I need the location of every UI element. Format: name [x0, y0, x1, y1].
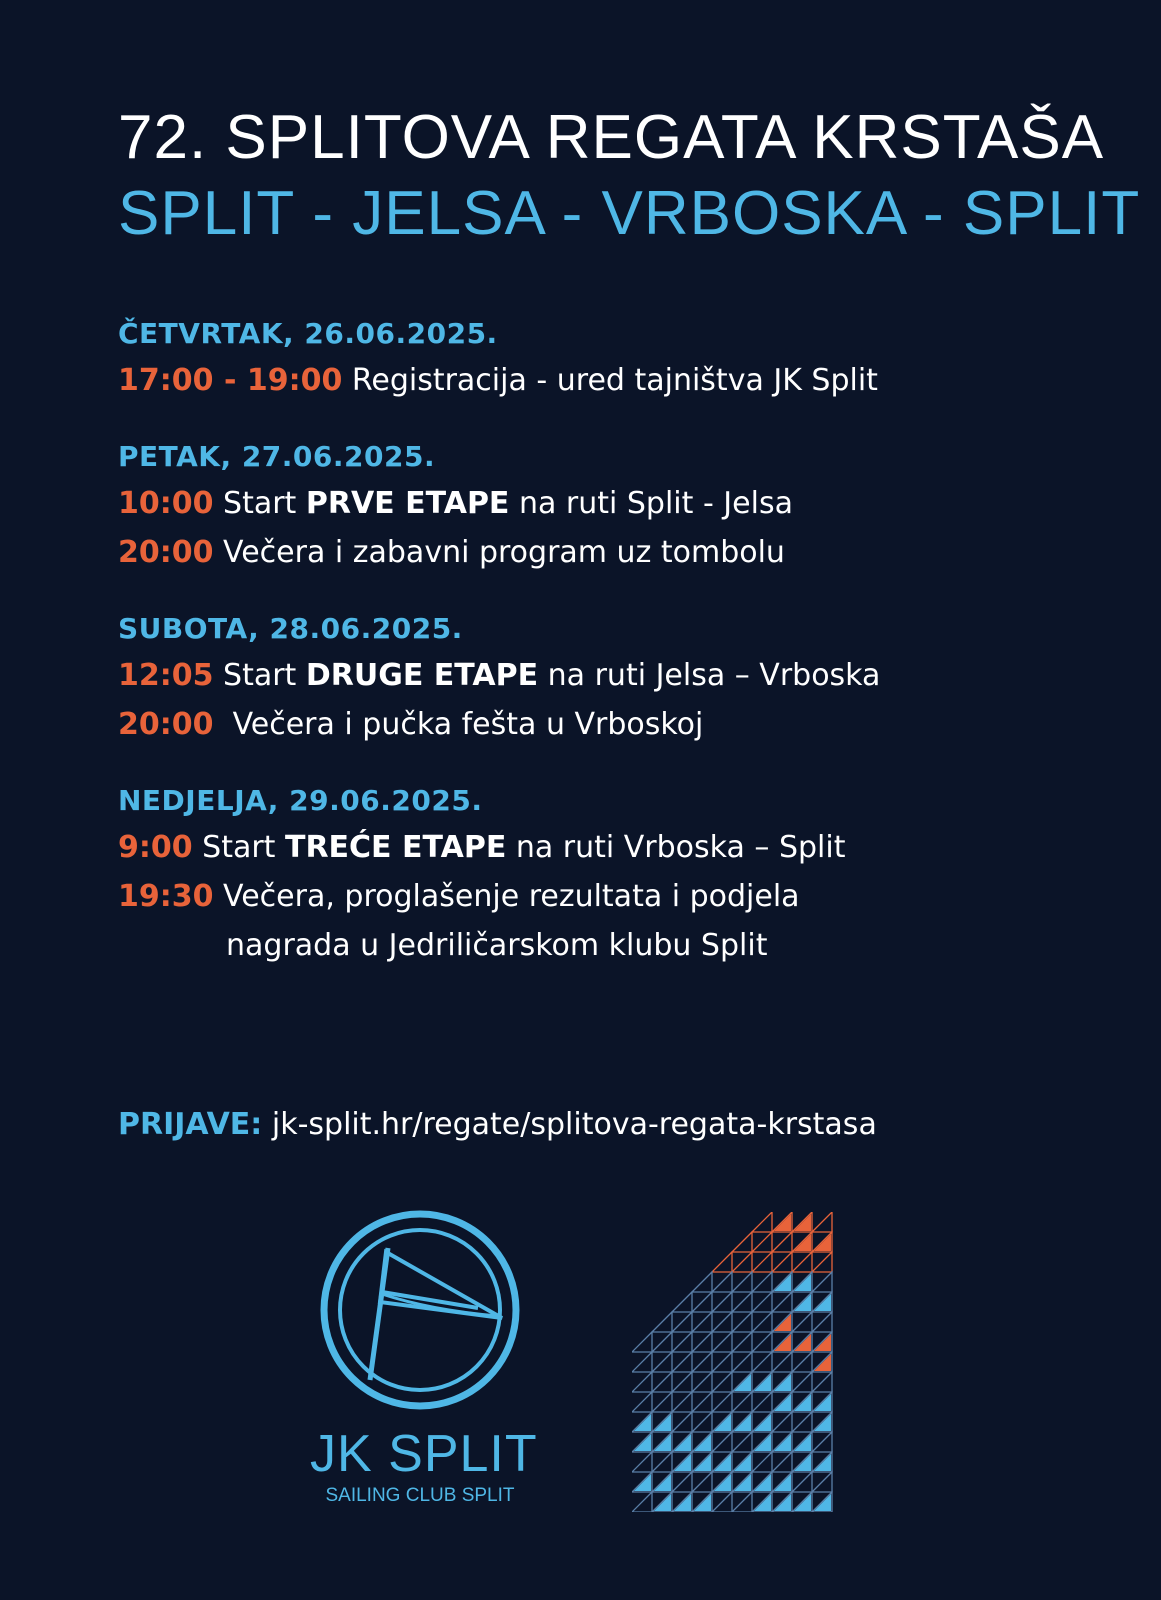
- pattern-cell: [732, 1272, 752, 1292]
- event-item: [118, 823, 1078, 872]
- pattern-cell: [672, 1472, 692, 1492]
- pattern-cell: [752, 1232, 772, 1252]
- pattern-triangle: [674, 1494, 691, 1511]
- pattern-cell: [812, 1272, 832, 1292]
- pattern-triangle: [654, 1474, 671, 1491]
- pattern-cell: [712, 1352, 732, 1372]
- pattern-cell: [672, 1292, 692, 1312]
- pattern-cell: [732, 1292, 752, 1312]
- pattern-cell: [812, 1252, 832, 1272]
- event-item: [118, 872, 1078, 970]
- pattern-cell: [752, 1312, 772, 1332]
- pattern-cell: [672, 1332, 692, 1352]
- event-time: 17:00 - 19:00: [118, 363, 343, 398]
- regatta-pattern-icon: [632, 1212, 842, 1512]
- pattern-cell: [752, 1352, 772, 1372]
- pattern-cell: [732, 1332, 752, 1352]
- pattern-cell: [672, 1372, 692, 1392]
- pattern-triangle: [814, 1334, 831, 1351]
- pattern-cell: [792, 1312, 812, 1332]
- pattern-cell: [752, 1392, 772, 1412]
- signup-link[interactable]: jk-split.hr/regate/splitova-regata-krstasa: [271, 1107, 877, 1142]
- club-name: JK SPLIT: [310, 1425, 538, 1483]
- pattern-triangle: [734, 1374, 751, 1391]
- day-thursday: [118, 312, 1078, 405]
- pattern-triangle: [774, 1394, 791, 1411]
- pattern-cell: [632, 1452, 652, 1472]
- event-text: Start: [192, 830, 285, 865]
- pattern-cell: [692, 1352, 712, 1372]
- pattern-cell: [692, 1412, 712, 1432]
- pattern-triangle: [774, 1334, 791, 1351]
- pattern-cell: [752, 1332, 772, 1352]
- pattern-triangle: [794, 1274, 811, 1291]
- event-route-text: na ruti Split - Jelsa: [509, 486, 793, 521]
- pattern-cell: [812, 1212, 832, 1232]
- event-route-text: na ruti Jelsa – Vrboska: [538, 658, 881, 693]
- pattern-cell: [772, 1352, 792, 1372]
- pattern-cell: [812, 1372, 832, 1392]
- pattern-cell: [712, 1492, 732, 1512]
- pattern-triangle: [814, 1494, 831, 1511]
- pattern-triangle: [774, 1274, 791, 1291]
- pattern-cell: [812, 1432, 832, 1452]
- event-title: 72. SPLITOVA REGATA KRSTAŠA: [118, 103, 1105, 172]
- event-item: [118, 479, 1078, 528]
- pattern-triangle: [814, 1394, 831, 1411]
- pattern-triangle: [774, 1374, 791, 1391]
- pattern-cell: [772, 1452, 792, 1472]
- pattern-triangle: [794, 1294, 811, 1311]
- event-time: 20:00: [118, 707, 214, 742]
- day-heading: SUBOTA, 28.06.2025.: [118, 612, 463, 645]
- pattern-cell: [732, 1392, 752, 1412]
- pattern-cell: [632, 1372, 652, 1392]
- pattern-cell: [712, 1332, 732, 1352]
- pattern-cell: [812, 1312, 832, 1332]
- pattern-cell: [712, 1432, 732, 1452]
- pattern-triangle: [794, 1454, 811, 1471]
- signup-label: PRIJAVE:: [118, 1107, 263, 1142]
- pattern-cell: [732, 1252, 752, 1272]
- event-item: [118, 356, 1078, 405]
- pattern-triangle: [814, 1354, 831, 1371]
- pattern-triangle: [754, 1374, 771, 1391]
- event-time: 9:00: [118, 830, 193, 865]
- pattern-cell: [692, 1292, 712, 1312]
- pattern-cell: [652, 1392, 672, 1412]
- pattern-triangle: [694, 1454, 711, 1471]
- pattern-cell: [712, 1272, 732, 1292]
- pattern-triangle: [774, 1494, 791, 1511]
- event-text: Večera, proglašenje rezultata i podjela: [213, 879, 800, 914]
- pattern-cell: [792, 1252, 812, 1272]
- pattern-cell: [632, 1352, 652, 1372]
- pattern-triangle: [674, 1434, 691, 1451]
- pattern-cell: [752, 1452, 772, 1472]
- pattern-triangle: [774, 1434, 791, 1451]
- pattern-cell: [752, 1292, 772, 1312]
- pattern-cell: [652, 1452, 672, 1472]
- pattern-triangle: [714, 1414, 731, 1431]
- pattern-cell: [692, 1372, 712, 1392]
- pattern-triangle: [674, 1454, 691, 1471]
- pattern-cell: [652, 1352, 672, 1372]
- pattern-cell: [732, 1312, 752, 1332]
- pattern-cell: [632, 1332, 652, 1352]
- pattern-triangle: [814, 1454, 831, 1471]
- signup-line: [118, 1102, 1078, 1148]
- pattern-triangle: [794, 1434, 811, 1451]
- club-tagline: SAILING CLUB SPLIT: [325, 1485, 515, 1506]
- event-text: Registracija - ured tajništva JK Split: [342, 363, 878, 398]
- day-sunday: [118, 779, 1078, 970]
- pattern-cell: [632, 1392, 652, 1412]
- pattern-triangle: [754, 1494, 771, 1511]
- pattern-triangle: [794, 1214, 811, 1231]
- event-text: Start: [213, 658, 306, 693]
- pattern-cell: [692, 1392, 712, 1412]
- event-route: SPLIT - JELSA - VRBOSKA - SPLIT: [118, 179, 1141, 248]
- pattern-cell: [772, 1252, 792, 1272]
- pattern-triangle: [734, 1414, 751, 1431]
- pattern-triangle: [634, 1414, 651, 1431]
- pattern-triangle: [794, 1234, 811, 1251]
- event-item: [118, 528, 1078, 577]
- day-friday: [118, 435, 1078, 577]
- pattern-triangle: [794, 1334, 811, 1351]
- pattern-cell: [772, 1292, 792, 1312]
- day-saturday: [118, 607, 1078, 749]
- event-stage: PRVE ETAPE: [305, 486, 510, 521]
- pattern-cell: [792, 1412, 812, 1432]
- event-item: [118, 700, 1078, 749]
- pattern-triangle: [774, 1314, 791, 1331]
- pattern-cell: [752, 1212, 772, 1232]
- pattern-cell: [652, 1312, 672, 1332]
- event-time: 19:30: [118, 879, 214, 914]
- pattern-cell: [632, 1492, 652, 1512]
- event-route-text: na ruti Vrboska – Split: [506, 830, 846, 865]
- pattern-cell: [692, 1472, 712, 1492]
- day-heading: PETAK, 27.06.2025.: [118, 440, 436, 473]
- event-text: Start: [213, 486, 306, 521]
- event-stage: TREĆE ETAPE: [284, 830, 507, 865]
- pattern-cell: [772, 1412, 792, 1432]
- pattern-cell: [732, 1432, 752, 1452]
- pattern-triangle: [714, 1454, 731, 1471]
- pattern-triangle: [734, 1474, 751, 1491]
- pattern-cell: [752, 1252, 772, 1272]
- pattern-cell: [692, 1312, 712, 1332]
- pattern-triangle: [654, 1414, 671, 1431]
- event-stage: DRUGE ETAPE: [305, 658, 539, 693]
- pattern-triangle: [814, 1294, 831, 1311]
- pattern-cell: [792, 1472, 812, 1492]
- pattern-cell: [692, 1272, 712, 1292]
- pattern-cell: [672, 1352, 692, 1372]
- pattern-triangle: [714, 1474, 731, 1491]
- event-time: 20:00: [118, 535, 214, 570]
- pattern-cell: [772, 1232, 792, 1252]
- pattern-cell: [732, 1232, 752, 1252]
- pattern-triangle: [814, 1234, 831, 1251]
- pattern-triangle: [754, 1414, 771, 1431]
- day-heading: ČETVRTAK, 26.06.2025.: [118, 317, 498, 350]
- event-text-continuation: nagrada u Jedriličarskom klubu Split: [226, 928, 768, 963]
- event-item: [118, 651, 1078, 700]
- schedule: [118, 312, 1078, 1000]
- event-text: Večera i zabavni program uz tombolu: [213, 535, 785, 570]
- pattern-cell: [792, 1352, 812, 1372]
- pattern-cell: [652, 1372, 672, 1392]
- pattern-triangle: [774, 1474, 791, 1491]
- pattern-triangle: [774, 1214, 791, 1231]
- pattern-cell: [672, 1312, 692, 1332]
- event-time: 12:05: [118, 658, 214, 693]
- pattern-cell: [692, 1332, 712, 1352]
- event-text: Večera i pučka fešta u Vrboskoj: [213, 707, 704, 742]
- pattern-cell: [752, 1272, 772, 1292]
- pattern-triangle: [694, 1434, 711, 1451]
- pattern-cell: [732, 1492, 752, 1512]
- pattern-cell: [672, 1412, 692, 1432]
- pattern-cell: [812, 1472, 832, 1492]
- pattern-cell: [712, 1392, 732, 1412]
- pattern-cell: [712, 1292, 732, 1312]
- pattern-triangle: [694, 1494, 711, 1511]
- event-time: 10:00: [118, 486, 214, 521]
- pattern-triangle: [754, 1474, 771, 1491]
- pattern-cell: [712, 1372, 732, 1392]
- pattern-triangle: [814, 1414, 831, 1431]
- pattern-triangle: [794, 1494, 811, 1511]
- pattern-cell: [712, 1252, 732, 1272]
- pattern-triangle: [654, 1434, 671, 1451]
- pattern-cell: [652, 1332, 672, 1352]
- pattern-triangle: [794, 1394, 811, 1411]
- pattern-cell: [732, 1352, 752, 1372]
- pattern-cell: [712, 1312, 732, 1332]
- pattern-cell: [792, 1372, 812, 1392]
- pattern-triangle: [634, 1474, 651, 1491]
- pattern-cell: [672, 1392, 692, 1412]
- day-heading: NEDJELJA, 29.06.2025.: [118, 784, 483, 817]
- pattern-triangle: [754, 1434, 771, 1451]
- pattern-triangle: [734, 1454, 751, 1471]
- pattern-triangle: [654, 1494, 671, 1511]
- pattern-triangle: [634, 1434, 651, 1451]
